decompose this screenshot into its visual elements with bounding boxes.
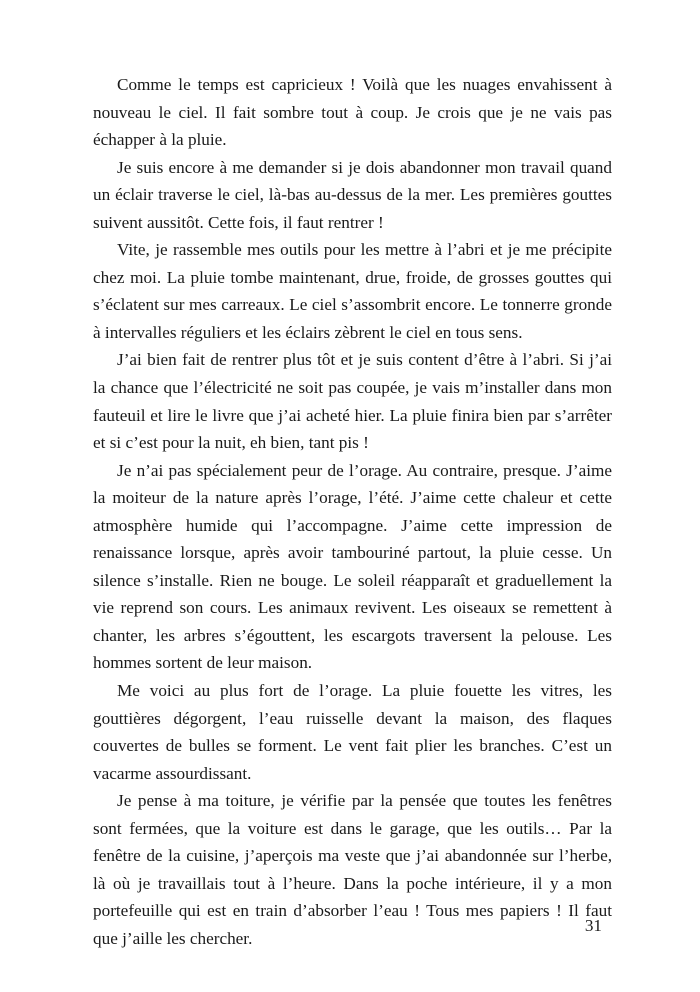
- paragraph-7: Je pense à ma toiture, je vérifie par la pensée que toutes les fenêtres sont fermées, que la voiture est dans le garage, que les outils… Par la fenêtre de la cuisine, j’aperçois ma veste que j’ai abandonnée sur l’herbe, là où je travaillais tout à l’heure. Dans la poche intérieure, il y a mon portefeuille qui est en train d’absorber l’eau ! Tous mes papiers ! Il faut que j’aille les chercher.: [93, 791, 612, 948]
- paragraph-5: Je n’ai pas spécialement peur de l’orage. Au contraire, presque. J’aime la moiteur de la nature après l’orage, l’été. J’aime cette chaleur et cette atmosphère humide qui l’accompagne. J’aime cette impression de renaissance lorsque, après avoir tambouriné partout, la pluie cesse. Un silence s’installe. Rien ne bouge. Le soleil réapparaît et graduellement la vie reprend son cours. Les animaux revivent. Les oiseaux se remettent à chanter, les arbres s’égouttent, les escargots traversent la pelouse. Les hommes sortent de leur maison.: [93, 460, 612, 673]
- paragraph-6: Me voici au plus fort de l’orage. La pluie fouette les vitres, les gouttières dégorgent, l’eau ruisselle devant la maison, des flaques couvertes de bulles se forment. Le vent fait plier les branches. C’est un vacarme assourdissant.: [93, 681, 612, 783]
- paragraph-1: Comme le temps est capricieux ! Voilà que les nuages envahissent à nouveau le ciel. Il fait sombre tout à coup. Je crois que je ne vais pas échapper à la pluie.: [93, 75, 612, 150]
- paragraph-2: Je suis encore à me demander si je dois abandonner mon travail quand un éclair traverse le ciel, là-bas au-dessus de la mer. Les premières gouttes suivent aussitôt. Cette fois, il faut rentrer !: [93, 157, 612, 232]
- paragraph-3: Vite, je rassemble mes outils pour les mettre à l’abri et je me précipite chez moi. La pluie tombe maintenant, drue, froide, de grosses gouttes qui s’éclatent sur mes carreaux. Le ciel s’assombrit encore. Le tonnerre gronde à intervalles réguliers et les éclairs zèbrent le ciel en tous sens.: [93, 240, 612, 342]
- page-number: 31: [584, 916, 602, 935]
- paragraph-4: J’ai bien fait de rentrer plus tôt et je suis content d’être à l’abri. Si j’ai la chance que l’électricité ne soit pas coupée, je vais m’installer dans mon fauteuil et lire le livre que j’ai acheté hier. La pluie finira bien par s’arrêter et si c’est pour la nuit, eh bien, tant pis !: [93, 350, 612, 453]
- body-text: [93, 71, 612, 953]
